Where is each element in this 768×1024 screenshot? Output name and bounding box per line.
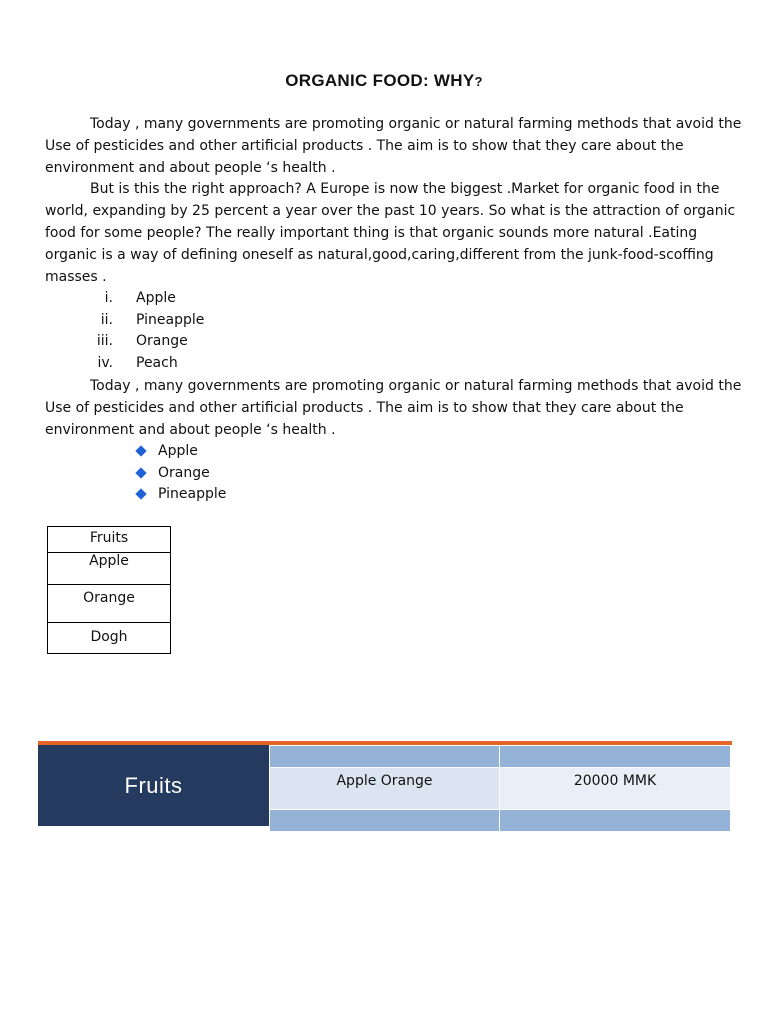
- paragraph-1-line: Use of pesticides and other artificial products . The aim is to show that they care about the: [45, 138, 684, 154]
- paragraph-2-line: But is this the right approach? A Europe is now the biggest .Market for organic food in the: [90, 181, 720, 197]
- table-header-row: [48, 527, 171, 553]
- price-table-label: Fruits: [38, 745, 269, 826]
- paragraph-2-line: food for some people? The really important thing is that organic sounds more natural .Eating: [45, 225, 698, 241]
- paragraph-2: [45, 178, 736, 288]
- table-cell: Orange: [48, 585, 171, 623]
- price-cell: 20000 MMK: [500, 768, 731, 810]
- title-question-mark: ?: [474, 74, 483, 89]
- table-header-cell: Fruits: [48, 527, 171, 553]
- document-title: [0, 71, 768, 91]
- paragraph-2-line: organic is a way of defining oneself as natural,good,caring,different from the junk-food-scoffing: [45, 247, 714, 263]
- title-text: ORGANIC FOOD: WHY: [285, 71, 475, 90]
- paragraph-1-line: environment and about people ‘s health .: [45, 160, 336, 176]
- paragraph-2-line: masses .: [45, 269, 107, 285]
- table-band-row: [270, 810, 731, 832]
- table-cell: Apple: [48, 553, 171, 585]
- table-cell: Dogh: [48, 623, 171, 654]
- price-table: [269, 745, 731, 832]
- diamond-bullet-icon: [135, 467, 146, 478]
- table-band-row: [270, 746, 731, 768]
- fruits-table: [47, 526, 171, 654]
- table-row: [48, 585, 171, 623]
- paragraph-3-line: Today , many governments are promoting organic or natural farming methods that avoid the: [90, 378, 742, 394]
- paragraph-1: [45, 113, 742, 179]
- paragraph-2-line: world, expanding by 25 percent a year over the past 10 years. So what is the attraction of organic: [45, 203, 736, 219]
- diamond-bullet-icon: [135, 445, 146, 456]
- paragraph-3-line: environment and about people ‘s health .: [45, 422, 336, 438]
- table-row: [48, 553, 171, 585]
- paragraph-3: [45, 375, 742, 441]
- table-row: [48, 623, 171, 654]
- table-row: [270, 768, 731, 810]
- diamond-bullet-icon: [135, 489, 146, 500]
- paragraph-1-line: Today , many governments are promoting organic or natural farming methods that avoid the: [90, 116, 742, 132]
- paragraph-3-line: Use of pesticides and other artificial products . The aim is to show that they care about the: [45, 400, 684, 416]
- item-cell: Apple Orange: [270, 768, 500, 810]
